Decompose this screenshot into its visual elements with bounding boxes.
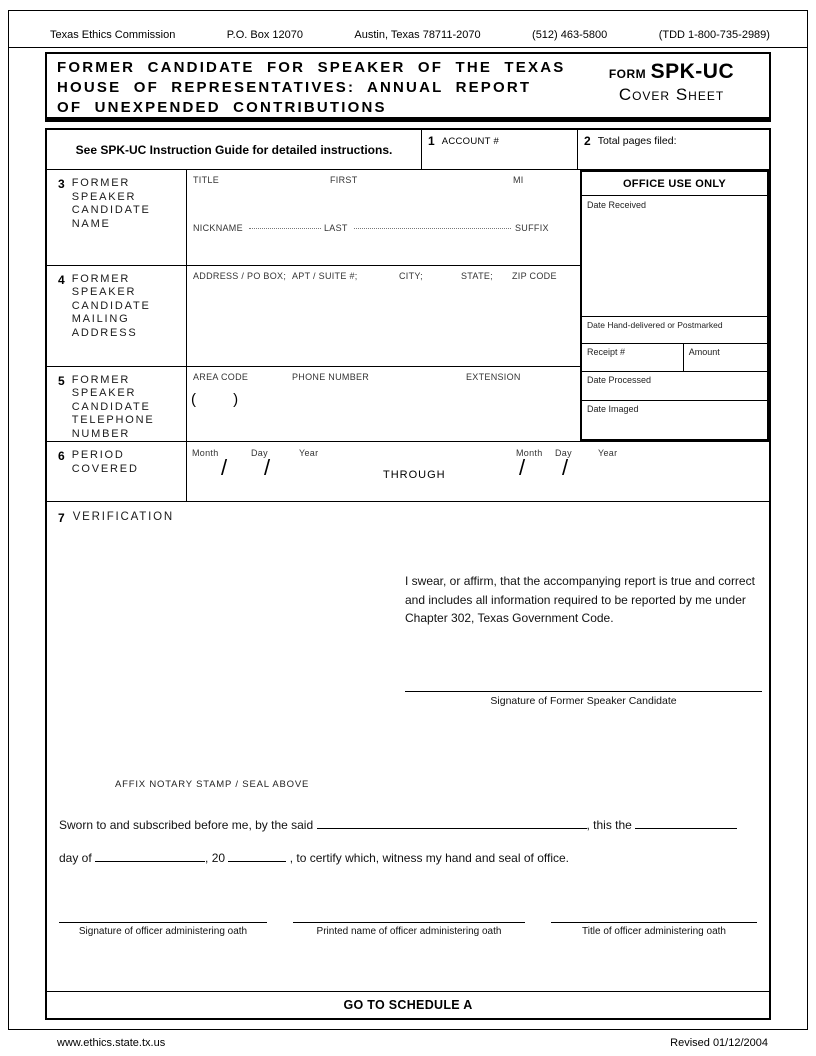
form-code: SPK-UC <box>650 60 735 83</box>
date-imaged-cell <box>582 401 767 439</box>
agency-phone: (512) 463-5800 <box>532 29 608 41</box>
officer-signature-line[interactable] <box>59 922 267 937</box>
candidate-name-row <box>47 170 580 266</box>
total-pages-field[interactable] <box>578 130 769 169</box>
total-pages-label: Total pages filed: <box>597 135 677 147</box>
section5-title: FORMER SPEAKER CANDIDATE TELEPHONE NUMBER <box>71 373 155 440</box>
form-title-line1: FORMER CANDIDATE FOR SPEAKER OF THE TEXAS <box>57 59 566 76</box>
title-block <box>45 52 771 122</box>
end-day-label: Day <box>555 448 572 458</box>
candidate-signature-line[interactable] <box>405 691 762 707</box>
header-rule <box>8 47 808 48</box>
date-hand-delivered-cell <box>582 317 767 344</box>
receipt-label: Receipt # <box>587 347 626 357</box>
candidate-signature-label: Signature of Former Speaker Candidate <box>490 695 677 707</box>
address-input-area[interactable] <box>187 266 580 366</box>
section4-title: FORMER SPEAKER CANDIDATE MAILING ADDRESS <box>71 272 151 339</box>
section3-label <box>47 170 187 265</box>
dotted-leader <box>249 228 321 229</box>
footer-url: www.ethics.state.tx.us <box>57 1037 166 1049</box>
sworn-this-the-blank[interactable] <box>635 816 737 829</box>
area-code-parentheses: ( ) <box>191 390 240 408</box>
date-slash: / <box>264 455 271 480</box>
officer-printed-name-line[interactable] <box>293 922 525 937</box>
date-imaged-label: Date Imaged <box>587 404 639 414</box>
nickname-label: NICKNAME <box>193 223 243 233</box>
extension-label: EXTENSION <box>466 371 521 382</box>
last-name-label: LAST <box>324 223 348 233</box>
start-day-label: Day <box>251 448 268 458</box>
section6-label <box>47 442 187 501</box>
form-title-line3: OF UNEXPENDED CONTRIBUTIONS <box>57 99 387 116</box>
candidate-info-block <box>47 170 580 441</box>
office-use-header: OFFICE USE ONLY <box>582 172 767 196</box>
footer-revised: Revised 01/12/2004 <box>670 1037 768 1049</box>
officer-printed-name-label: Printed name of officer administering oath <box>316 926 502 937</box>
suffix-label: SUFFIX <box>515 223 549 233</box>
apt-suite-label: APT / SUITE #; <box>292 270 358 281</box>
mi-label: MI <box>513 175 524 185</box>
name-input-area[interactable] <box>187 170 580 265</box>
receipt-cell <box>582 344 684 371</box>
section-number-5: 5 <box>58 373 65 388</box>
section-number-3: 3 <box>58 177 65 191</box>
sworn-day-blank[interactable] <box>95 849 205 862</box>
agency-city: Austin, Texas 78711-2070 <box>354 29 481 41</box>
goto-schedule-a: GO TO SCHEDULE A <box>47 991 769 1018</box>
dotted-leader <box>354 228 511 229</box>
date-processed-cell <box>582 372 767 401</box>
start-year-label: Year <box>299 448 319 458</box>
account-label: ACCOUNT # <box>441 136 500 147</box>
officer-title-line[interactable] <box>551 922 757 937</box>
verification-section <box>47 502 769 991</box>
title-field-label: TITLE <box>193 175 220 185</box>
form-code-line <box>574 60 769 84</box>
area-code-label: AREA CODE <box>193 371 249 382</box>
date-hand-delivered-label: Date Hand-delivered or Postmarked <box>587 320 723 330</box>
end-month-label: Month <box>516 448 543 458</box>
account-number-field[interactable] <box>422 130 578 169</box>
amount-label: Amount <box>688 347 720 357</box>
sworn-line-2: day of , 20 , to certify which, witness my hand and seal of office. <box>59 851 569 865</box>
state-label: STATE; <box>461 270 493 281</box>
agency-name: Texas Ethics Commission <box>50 29 176 41</box>
start-month-label: Month <box>192 448 219 458</box>
cover-sheet-table <box>45 128 771 1020</box>
amount-cell <box>684 344 767 371</box>
date-received-cell <box>582 196 767 317</box>
through-label: THROUGH <box>383 469 446 481</box>
form-word: FORM <box>608 67 647 81</box>
telephone-input-area[interactable] <box>187 367 580 442</box>
agency-header <box>50 29 770 41</box>
instructions-row <box>47 130 769 170</box>
section-number-6: 6 <box>58 449 65 463</box>
phone-number-label: PHONE NUMBER <box>292 371 370 382</box>
page-footer <box>57 1037 768 1049</box>
zip-label: ZIP CODE <box>512 270 557 281</box>
section-number-4: 4 <box>58 272 65 287</box>
form-subtitle: Cover Sheet <box>618 85 725 104</box>
address-label: ADDRESS / PO BOX; <box>193 270 287 281</box>
date-processed-label: Date Processed <box>587 375 652 385</box>
date-slash: / <box>519 455 526 480</box>
section4-label <box>47 266 187 366</box>
verification-title: VERIFICATION <box>72 511 174 523</box>
receipt-amount-row <box>582 344 767 372</box>
oath-text: I swear, or affirm, that the accompanying report is true and correct and includes all information required to be reported by me under Chapter 302, Texas Government Code. <box>405 574 755 626</box>
form-title <box>47 54 574 117</box>
sworn-statement <box>59 816 763 865</box>
date-received-label: Date Received <box>587 200 647 210</box>
form-id <box>574 54 769 117</box>
notary-stamp-label: AFFIX NOTARY STAMP / SEAL ABOVE <box>115 779 310 790</box>
date-slash: / <box>562 455 569 480</box>
sworn-name-blank[interactable] <box>317 816 587 829</box>
section5-label <box>47 367 187 442</box>
city-label: CITY; <box>399 270 423 281</box>
form-title-line2: HOUSE OF REPRESENTATIVES: ANNUAL REPORT <box>57 79 532 96</box>
period-input-area[interactable] <box>187 442 769 501</box>
field-number-1: 1 <box>428 134 435 148</box>
section3-title: FORMER SPEAKER CANDIDATE NAME <box>71 177 151 230</box>
agency-pobox: P.O. Box 12070 <box>226 29 303 41</box>
instruction-note: See SPK-UC Instruction Guide for detailed instructions. <box>47 130 422 169</box>
mailing-address-row <box>47 266 580 367</box>
field-number-2: 2 <box>584 134 591 148</box>
section6-title: PERIOD COVERED <box>71 449 139 475</box>
telephone-row <box>47 367 580 442</box>
officer-title-label: Title of officer administering oath <box>582 926 726 937</box>
office-use-only-box <box>580 170 769 441</box>
section7-label <box>58 511 174 525</box>
period-covered-row <box>47 442 769 502</box>
end-year-label: Year <box>598 448 618 458</box>
sworn-line-1: Sworn to and subscribed before me, by the said , this the <box>59 816 763 832</box>
officer-signature-row <box>59 922 757 937</box>
officer-signature-label: Signature of officer administering oath <box>78 926 248 937</box>
mid-section <box>47 170 769 442</box>
agency-tdd: (TDD 1-800-735-2989) <box>658 29 770 41</box>
section-number-7: 7 <box>58 511 65 525</box>
date-slash: / <box>221 455 228 480</box>
sworn-year-blank[interactable] <box>228 849 286 862</box>
first-name-label: FIRST <box>330 175 358 185</box>
